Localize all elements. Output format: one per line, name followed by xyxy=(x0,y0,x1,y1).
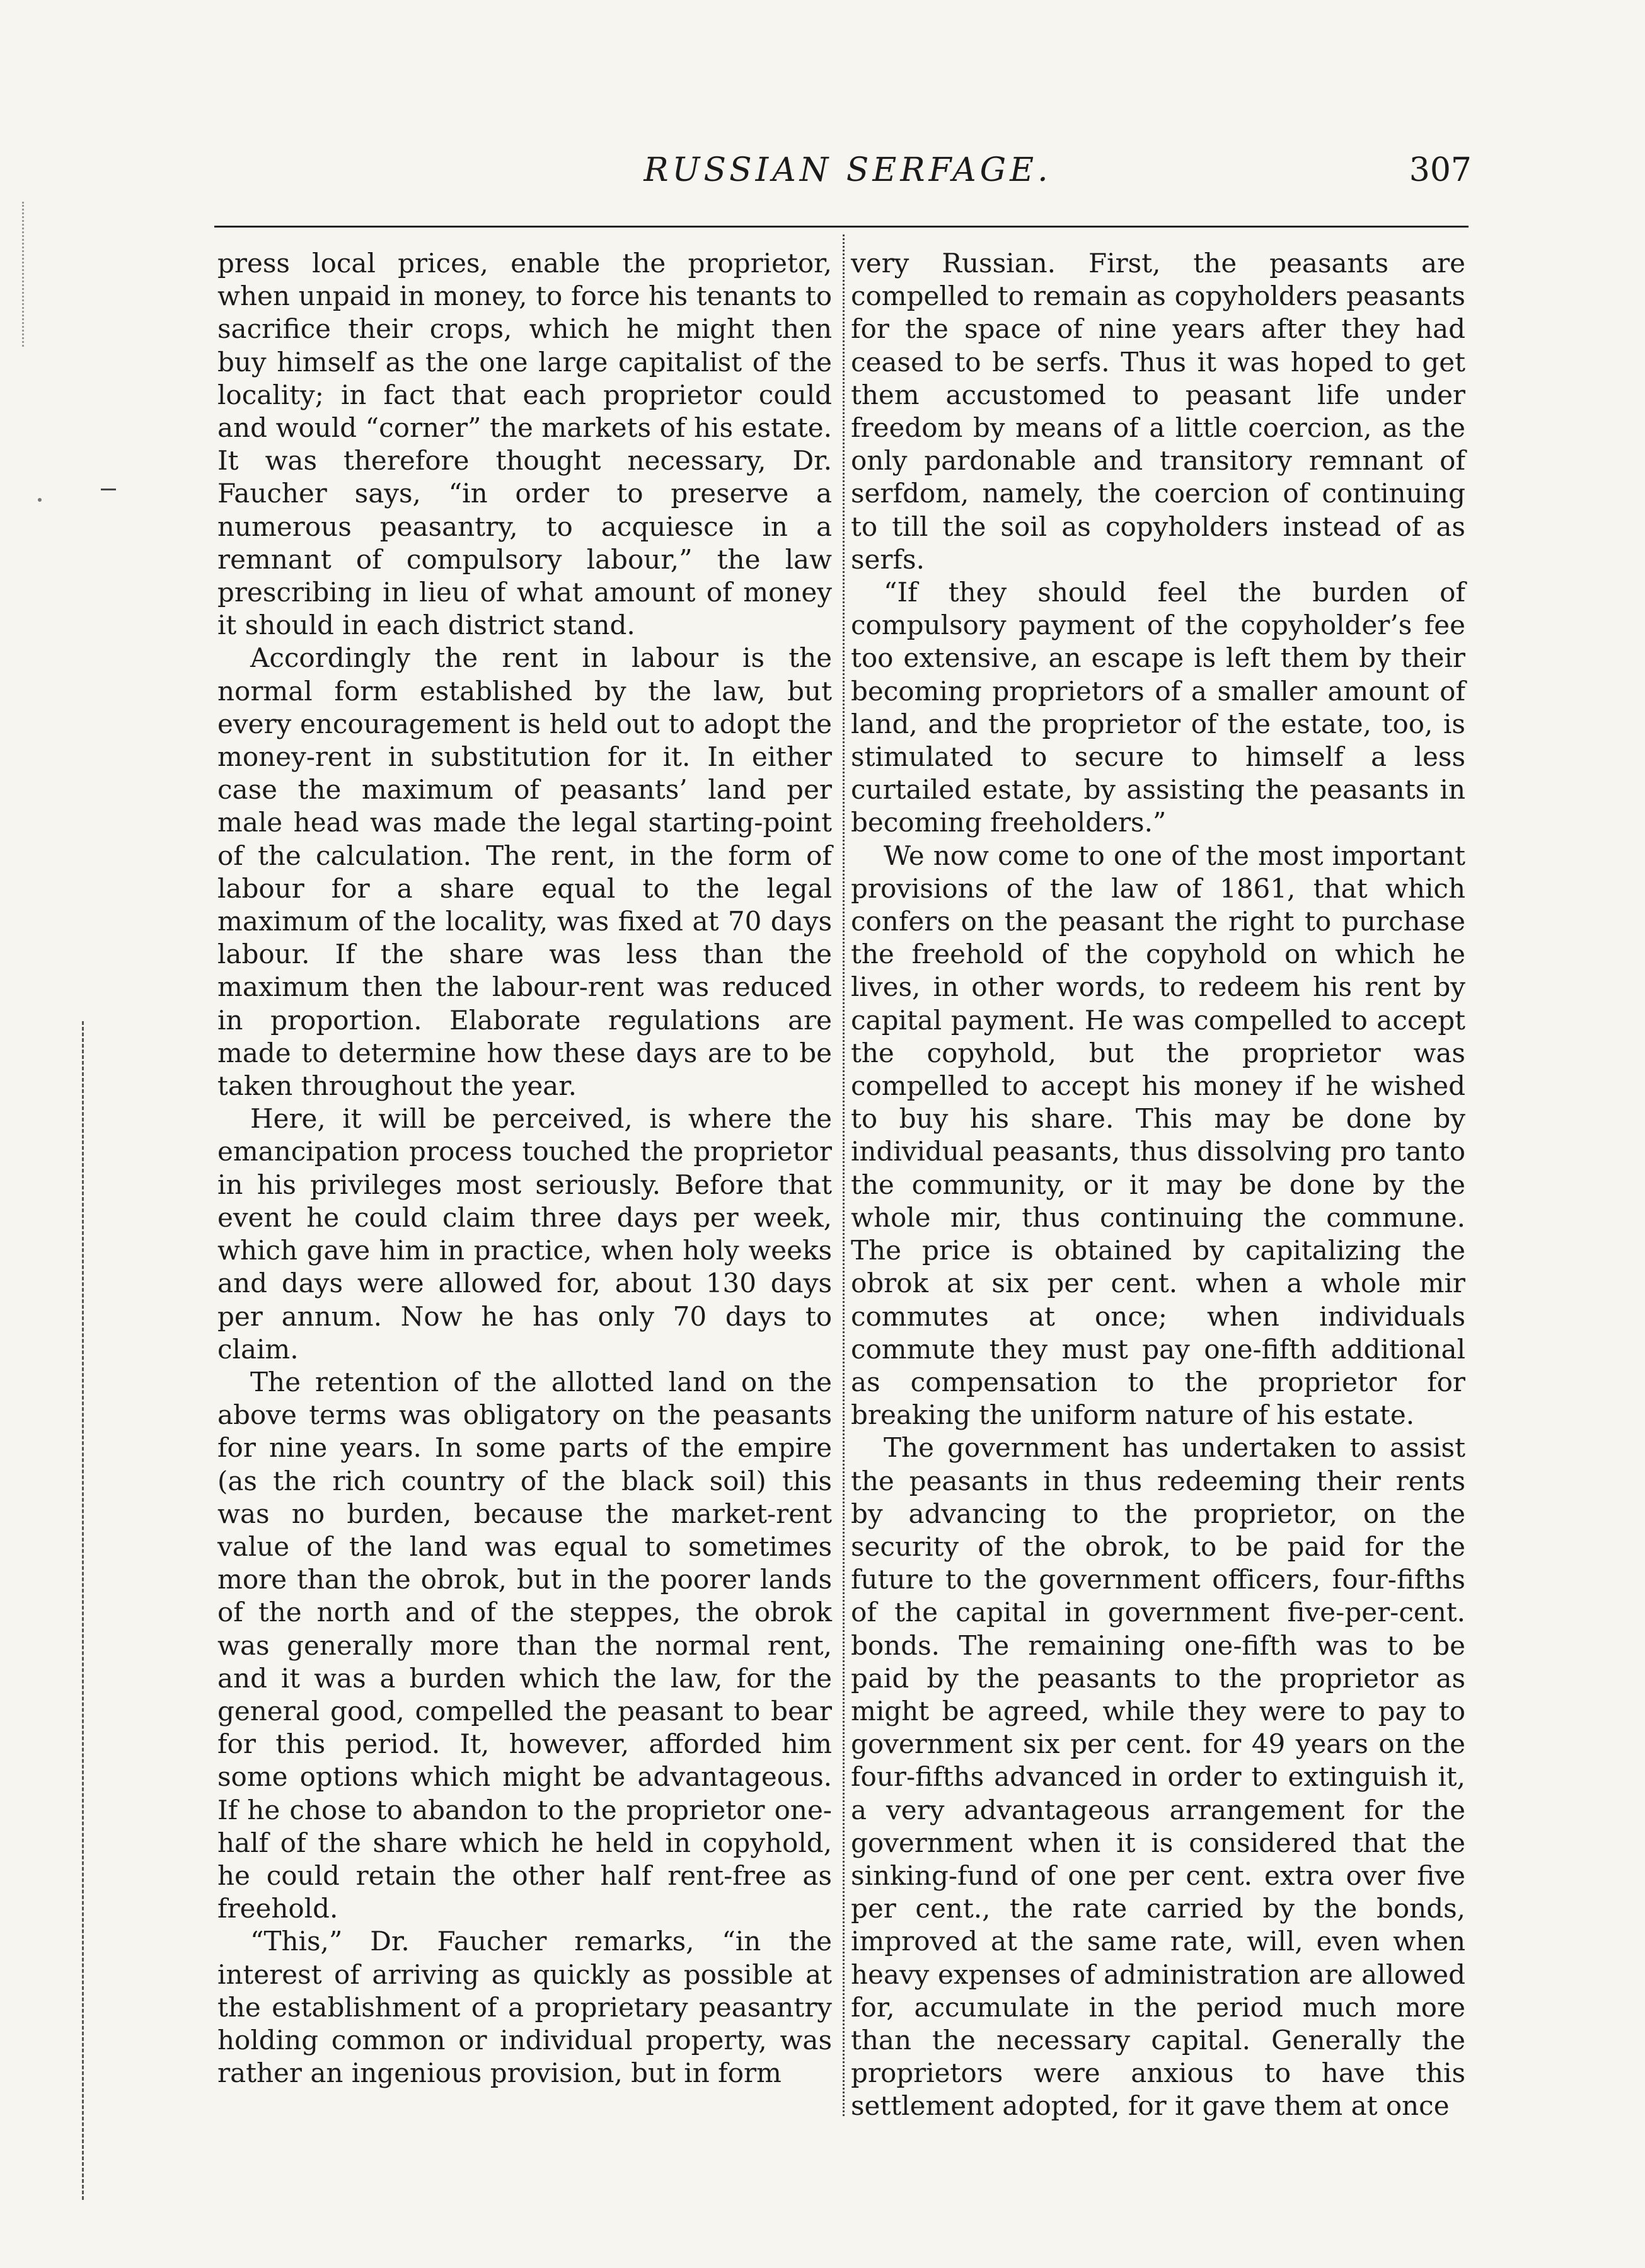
header-rule xyxy=(214,226,1469,228)
left-paragraph-2: Accordingly the rent in labour is the normal form established by the law, but every encouragement is held out to adopt the money-rent in substitution for it. In either case the maximum of peasants’ land per male head was made the legal starting-point of the calculation. The rent, in the form of labour for a share equal to the legal maximum of the locality, was fixed at 70 days labour. If the share was less than the maximum then the labour-rent was reduced in proportion. Elaborate regulations are made to determine how these days are to be taken throughout the year. xyxy=(217,642,832,1102)
margin-dash xyxy=(101,489,116,490)
left-column xyxy=(217,247,832,2090)
right-column xyxy=(851,247,1465,2123)
right-paragraph-3: We now come to one of the most important provisions of the law of 1861, that which confers on the peasant the right to purchase the freehold of the copyhold on which he lives, in other words, to redeem his rent by capital payment. He was compelled to accept the copyhold, but the proprietor was compelled to accept his money if he wished to buy his share. This may be done by individual peasants, thus dissolving pro tanto the community, or it may be done by the whole mir, thus continuing the commune. The price is obtained by capitalizing the obrok at six per cent. when a whole mir commutes at once; when individuals commute they must pay one-fifth additional as compensation to the proprietor for breaking the uniform nature of his estate. xyxy=(851,840,1465,1431)
left-paragraph-5: “This,” Dr. Faucher remarks, “in the interest of arriving as quickly as possible at the establishment of a proprietary peasantry holding common or individual property, was rather an ingenious provision, but in form xyxy=(217,1926,832,2089)
column-divider xyxy=(843,234,845,2116)
page-number: 307 xyxy=(1409,151,1472,189)
right-paragraph-2: “If they should feel the burden of compulsory payment of the copyholder’s fee too extensive, an escape is left them by their becoming proprietors of a smaller amount of land, and the proprietor of the estate, too, is stimulated to secure to himself a less curtailed estate, by assisting the peasants in becoming freeholders.” xyxy=(851,577,1465,838)
right-paragraph-4: The government has undertaken to assist the peasants in thus redeeming their rents by advancing to the proprietor, on the security of the obrok, to be paid for the future to the government officers, four-fifths of the capital in government five-per-cent. bonds. The remaining one-fifth was to be paid by the peasants to the proprietor as might be agreed, while they were to pay to government six per cent. for 49 years on the four-fifths advanced in order to extinguish it, a very advantageous arrangement for the government when it is considered that the sinking-fund of one per cent. extra over five per cent., the rate carried by the bonds, improved at the same rate, will, even when heavy expenses of administration are allowed for, accumulate in the period much more than the necessary capital. Generally the proprietors were anxious to have this settlement adopted, for it gave them at once xyxy=(851,1432,1465,2122)
corner-mark xyxy=(22,202,26,347)
right-paragraph-1: very Russian. First, the peasants are compelled to remain as copyholders peasants for the space of nine years after they had ceased to be serfs. Thus it was hoped to get them accustomed to peasant life under freedom by means of a little coercion, as the only pardonable and transitory remnant of serfdom, namely, the coercion of continuing to till the soil as copyholders instead of as serfs. xyxy=(851,248,1465,575)
left-paragraph-3: Here, it will be perceived, is where the emancipation process touched the proprietor in his privileges most seriously. Before that event he could claim three days per week, which gave him in practice, when holy weeks and days were allowed for, about 130 days per annum. Now he has only 70 days to claim. xyxy=(217,1103,832,1365)
page-header xyxy=(224,151,1472,202)
margin-dot xyxy=(38,498,42,502)
left-paragraph-1: press local prices, enable the proprietor, when unpaid in money, to force his tenants to sacrifice their crops, which he might then buy himself as the one large capitalist of the locality; in fact that each proprietor could and would “corner” the markets of his estate. It was therefore thought necessary, Dr. Faucher says, “in order to preserve a numerous peasantry, to acquiesce in a remnant of compulsory labour,” the law prescribing in lieu of what amount of money it should in each district stand. xyxy=(217,248,832,641)
left-paragraph-4: The retention of the allotted land on the above terms was obligatory on the peasants for nine years. In some parts of the empire (as the rich country of the black soil) this was no burden, because the market-rent value of the land was equal to sometimes more than the obrok, but in the poorer lands of the north and of the steppes, the obrok was generally more than the normal rent, and it was a burden which the law, for the general good, compelled the peasant to bear for this period. It, however, afforded him some options which might be advantageous. If he chose to abandon to the proprietor one-half of the share which he held in copyhold, he could retain the other half rent-free as freehold. xyxy=(217,1366,832,1924)
binding-edge-mark xyxy=(82,1021,89,2200)
running-title: RUSSIAN SERFAGE. xyxy=(644,151,1052,189)
